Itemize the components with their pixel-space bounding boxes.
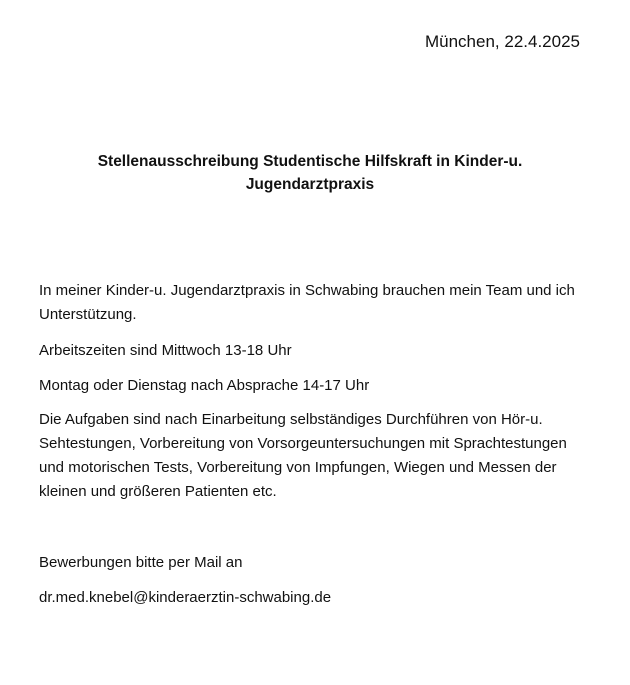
tasks-paragraph: Die Aufgaben sind nach Einarbeitung selbständiges Durchführen von Hör-u. Sehtestungen, Vorbereitung von Vorsorgeuntersuchungen mit Sprachtestungen und motorischen Tests, Vorbereitung von Impfungen, Wiegen und Messen der kleinen und größeren Patienten etc.: [39, 411, 567, 500]
date-line: München, 22.4.2025: [424, 32, 580, 51]
alternative-hours-line: Montag oder Dienstag nach Absprache 14-17 Uhr: [39, 377, 370, 394]
intro-paragraph: In meiner Kinder-u. Jugendarztpraxis in Schwabing brauchen mein Team und ich Unterstützung.: [39, 282, 575, 323]
contact-email: dr.med.knebel@kinderaerztin-schwabing.de: [39, 589, 332, 606]
application-instruction: Bewerbungen bitte per Mail an: [39, 554, 243, 571]
title-line-2: Jugendarztpraxis: [245, 176, 375, 193]
document-title: [40, 150, 580, 196]
working-hours-line: Arbeitszeiten sind Mittwoch 13-18 Uhr: [39, 342, 292, 359]
title-line-1: Stellenausschreibung Studentische Hilfskraft in Kinder-u.: [97, 153, 523, 170]
